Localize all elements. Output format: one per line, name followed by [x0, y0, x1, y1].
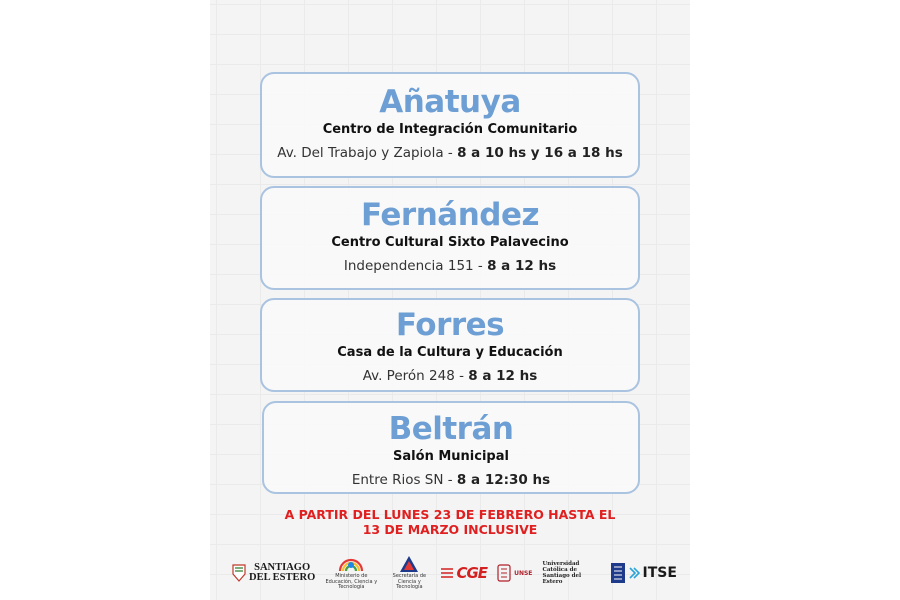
triangle-icon	[399, 555, 419, 573]
hours: 8 a 12:30 hs	[456, 472, 551, 488]
location-card-anatuya	[260, 72, 640, 178]
location-card-beltran	[262, 401, 640, 494]
stripes-icon	[441, 565, 453, 581]
city-name: Beltrán	[388, 411, 514, 447]
ministerio-educacion-logo: Ministerio de Educación, Ciencia y Tecnología	[325, 555, 377, 591]
shield-icon	[232, 564, 246, 582]
santiago-del-estero-logo: SANTIAGO DEL ESTERO	[232, 563, 315, 583]
address-line	[262, 256, 638, 276]
notice-line-2: 13 DE MARZO INCLUSIVE	[362, 522, 538, 537]
ucse-logo: Universidad Católica de Santiago del Estero	[542, 561, 582, 585]
itse-logo: ITSE	[611, 563, 677, 583]
rainbow-arc-icon	[338, 555, 364, 573]
hours: 8 a 12 hs	[487, 258, 557, 274]
address: Av. Del Trabajo y Zapiola -	[277, 145, 458, 161]
venue-name: Salón Municipal	[393, 449, 509, 464]
venue-name: Casa de la Cultura y Educación	[337, 345, 563, 360]
chevron-right-icon	[628, 566, 640, 580]
address-line	[262, 366, 638, 386]
itse-emblem-icon	[611, 563, 625, 583]
address: Independencia 151 -	[343, 258, 488, 274]
poster	[210, 0, 690, 600]
cge-logo: CGE	[441, 564, 487, 582]
unse-logo: UNSE	[497, 564, 532, 582]
hours: 8 a 12 hs	[468, 368, 538, 384]
sponsor-logos-row	[232, 554, 677, 592]
date-notice	[210, 507, 690, 537]
address: Av. Perón 248 -	[362, 368, 469, 384]
crest-icon	[497, 564, 511, 582]
address-line	[264, 470, 638, 490]
city-name: Fernández	[360, 197, 540, 233]
address: Entre Rios SN -	[351, 472, 457, 488]
notice-line-1: A PARTIR DEL LUNES 23 DE FEBRERO HASTA EL	[284, 507, 616, 522]
address-line	[262, 143, 638, 163]
venue-name: Centro Cultural Sixto Palavecino	[331, 235, 569, 250]
city-name: Forres	[395, 307, 505, 343]
hours: 8 a 10 hs y 16 a 18 hs	[457, 145, 623, 161]
location-card-fernandez	[260, 186, 640, 290]
venue-name: Centro de Integración Comunitario	[322, 122, 578, 137]
city-name: Añatuya	[379, 84, 521, 120]
location-card-forres	[260, 298, 640, 392]
secretaria-ciencia-logo: Secretaría de Ciencia y Tecnología	[387, 555, 431, 591]
